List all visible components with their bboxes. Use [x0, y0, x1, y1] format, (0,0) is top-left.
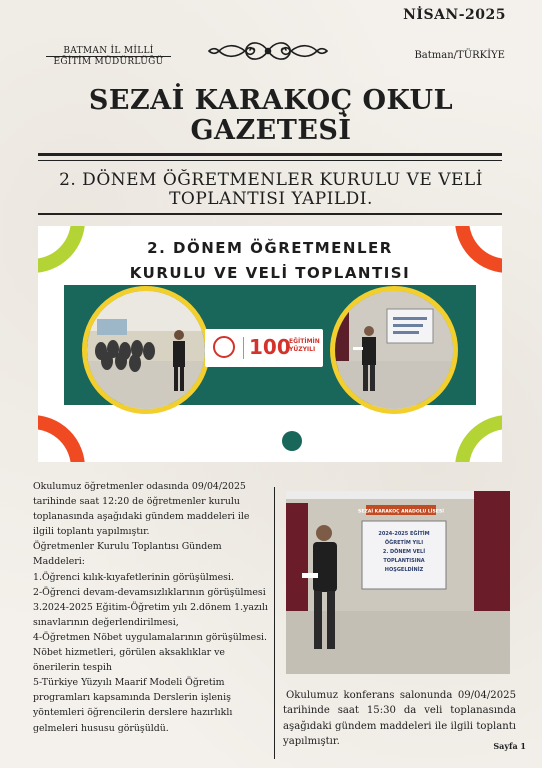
headline-line-1: 2. DÖNEM ÖĞRETMENLER KURULU VE VELİ [59, 170, 483, 190]
column-divider [274, 487, 275, 759]
title-line-1: SEZAİ KARAKOÇ OKUL [88, 85, 454, 116]
banner-arc-green-bottom-right [462, 422, 502, 462]
event-banner [38, 226, 502, 462]
masthead-rule-thin [38, 160, 502, 161]
issue-date: NİSAN-2025 [403, 7, 506, 23]
logo-separator [243, 337, 244, 359]
title-line-2: GAZETESİ [190, 115, 352, 146]
banner-title-line-1: 2. DÖNEM ÖĞRETMENLER [147, 239, 393, 257]
masthead-rule-thick [38, 153, 502, 156]
parents-meeting-text: Okulumuz konferans salonunda 09/04/2025 tarihinde saat 15:30 da veli toplanasında aşağıdaki gündem maddeleri ile ilgili toplantı yapılmıştır. [283, 690, 516, 747]
logo-text-line-2: YÜZYILI [289, 346, 316, 353]
teachers-meeting-text: Okulumuz öğretmenler odasında 09/04/2025 tarihinde saat 12:20 de öğretmenler kurulu toplanasında aşağıdaki gündem maddeleri ile ilgili toplantı yapılmıştır. Öğretmenler Kurulu Toplantısı Gündem Maddeleri: 1.Öğrenci kılık-kıyafetlerinin görüşülmesi. 2-Öğrenci devam-devamsızlıklarının görüşülmesi 3.2024-2025 Eğitim-Öğretim yılı 2.dönem 1.yazılı sınavlarının değerlendirilmesi, 4-Öğretmen Nöbet uygulamalarının görüşülmesi. Nöbet hizmetleri, görülen aksaklıklar ve önerilerin tespih 5-Türkiye Yüzyılı Maarif Modeli Öğretim programları kapsamında Derslerin işleniş yöntemleri öğrencilerin derslere hazırlıklı gelmeleri hususu görüşüldü. [33, 481, 268, 734]
screen-line-5: HOŞGELDİNİZ [384, 567, 424, 573]
ministry-seal-icon [213, 336, 235, 358]
banner-title [38, 236, 502, 286]
centennial-logo [205, 329, 323, 367]
headline-rule [38, 213, 502, 215]
screen-line-1: 2024-2025 EĞİTİM [378, 531, 430, 537]
headline-line-2: TOPLANTISI YAPILDI. [169, 189, 373, 209]
banner-title-line-2: KURULU VE VELİ TOPLANTISI [129, 264, 411, 282]
page-number: Sayfa 1 [493, 741, 526, 751]
publisher-line-2: EĞİTİM MÜDÜRLÜĞÜ [46, 56, 171, 67]
teachers-meeting-photo [82, 286, 210, 414]
parents-meeting-photo [330, 286, 458, 414]
screen-line-3: 2. DÖNEM VELİ [382, 549, 426, 555]
screen-line-2: ÖĞRETİM YILI [384, 540, 424, 546]
publisher [46, 46, 171, 67]
newspaper-title [40, 86, 502, 146]
scroll-ornament-icon [207, 37, 329, 65]
screen-line-4: TOPLANTISINA [383, 558, 425, 564]
logo-text [289, 338, 320, 354]
location: Batman/TÜRKİYE [414, 50, 505, 61]
banner-arc-orange-bottom-left [38, 422, 78, 462]
parents-conference-photo [286, 491, 510, 674]
logo-number: 100 [249, 335, 291, 359]
article-headline [40, 171, 502, 209]
publisher-line-1: BATMAN İL MİLLİ [63, 46, 154, 56]
school-sign: SEZAİ KARAKOÇ ANADOLU LİSESİ [358, 509, 444, 515]
logo-text-line-1: EĞİTİMİN [289, 338, 320, 345]
banner-dot [282, 431, 302, 451]
